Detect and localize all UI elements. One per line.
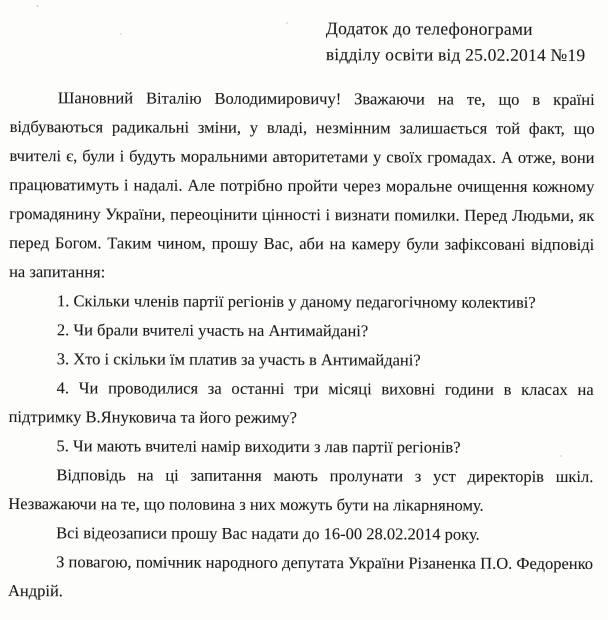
header-line-date-number: відділу освіти від 25.02.2014 №19 (325, 44, 586, 66)
question-4: 4. Чи проводилися за останні три місяці виховні години в класах на підтримку В.Януковича та його режиму? (8, 378, 594, 428)
deadline-paragraph: Всі відеозаписи прошу Вас надати до 16-00 28.02.2014 року. (56, 523, 480, 544)
question-2: 2. Чи брали вчителі участь на Антимайдані? (56, 320, 369, 341)
signature-paragraph: З повагою, помічник народного депутата України Різаненка П.О. Федоренко Андрій. (7, 552, 594, 601)
scan-speck (36, 5, 39, 7)
question-3: 3. Хто і скільки їм платив за участь в Антимайдані? (56, 349, 421, 370)
document-header (326, 15, 598, 68)
header-line-appendix: Додаток до телефонограми (325, 18, 533, 39)
document-content (0, 14, 608, 607)
question-5: 5. Чи мають вчителі намір виходити з лав партії регіонів? (56, 436, 461, 457)
document-body (8, 83, 595, 607)
question-1: 1. Скільки членів партії регіонів у даному педагогічному колективі? (56, 291, 536, 312)
salutation-paragraph: Шановний Віталію Володимировичу! Зважаючи на те, що в країні відбуваються радикальні зміни, у владі, незмінним залишається той факт, що вчителі є, були і будуть моральними авторитетами у своїх громадах. А отже, вони працюватимуть і надалі. Але потрібно пройти через моральне очищення кожному громадянину України, переоцінити цінності і визнати помилки. Перед Людьми, як перед Богом. Таким чином, прошу Вас, аби на камеру були зафіксовані відповіді на запитання: (9, 88, 595, 282)
answers-requirement-paragraph: Відповідь на ці запитання мають пролунати з уст директорів шкіл. Незважаючи на те, що половина з них можуть бути на лікарняному. (8, 465, 594, 515)
